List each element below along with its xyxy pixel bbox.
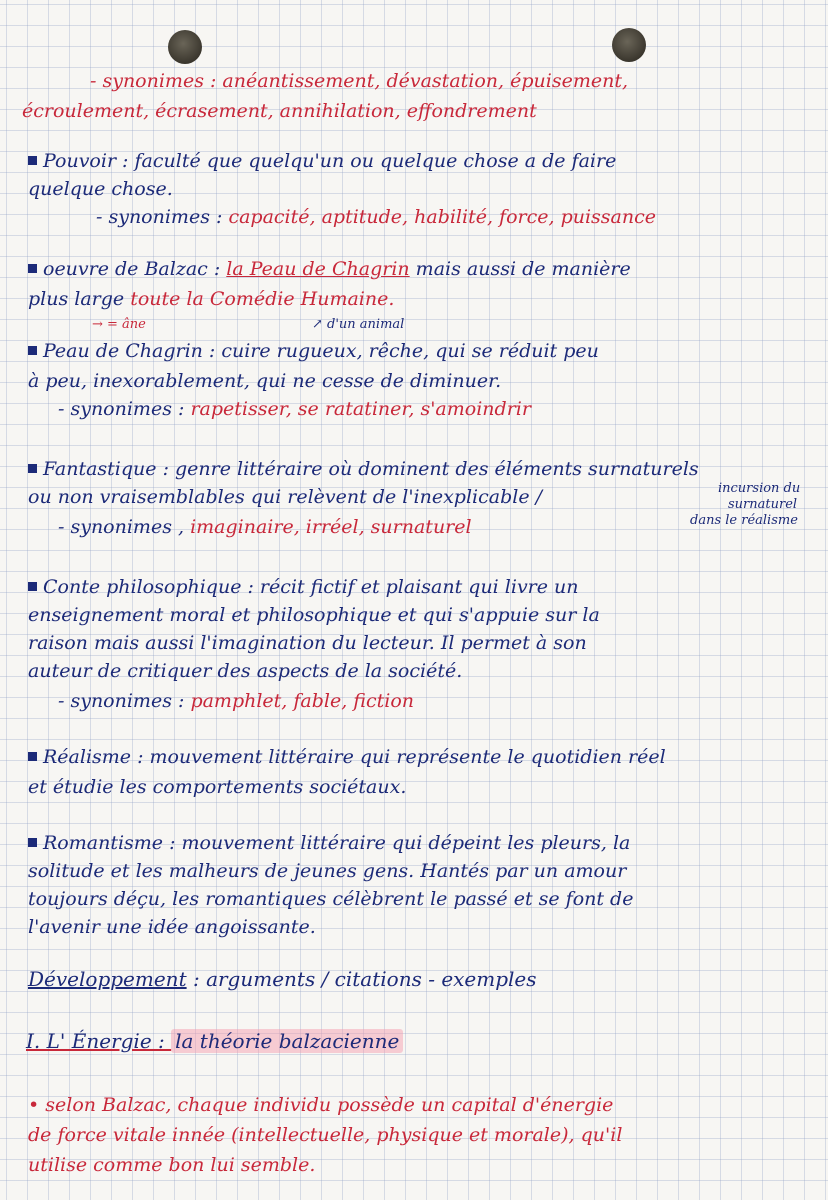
annotation-incursion: incursion du xyxy=(718,481,801,496)
definition-fantastique-cont: ou non vraisemblables qui relèvent de l'inexplicable / xyxy=(28,486,543,508)
definition-romantisme-cont-2: toujours déçu, les romantiques célèbrent le passé et se font de xyxy=(28,888,634,910)
definition-fantastique: Fantastique : genre littéraire où dominent des éléments surnaturels xyxy=(28,458,699,480)
definition-conte-cont-2: raison mais aussi l'imagination du lecteur. Il permet à son xyxy=(28,632,587,654)
bullet-icon xyxy=(28,264,37,273)
binder-hole-right xyxy=(612,28,646,62)
section-title-energie: I. L' Énergie : la théorie balzacienne xyxy=(26,1030,403,1052)
bullet-icon xyxy=(28,346,37,355)
synonyms-line: - synonimes : anéantissement, dévastation, épuisement, xyxy=(90,70,629,92)
oeuvre-balzac: oeuvre de Balzac : la Peau de Chagrin mais aussi de manière xyxy=(28,258,631,280)
oeuvre-balzac-cont: plus large toute la Comédie Humaine. xyxy=(28,288,395,310)
annotation-realisme: dans le réalisme xyxy=(690,513,798,528)
definition-romantisme: Romantisme : mouvement littéraire qui dépeint les pleurs, la xyxy=(28,832,630,854)
definition-romantisme-cont-3: l'avenir une idée angoissante. xyxy=(28,916,316,938)
definition-romantisme-cont-1: solitude et les malheurs de jeunes gens. Hantés par un amour xyxy=(28,860,627,882)
definition-pouvoir: Pouvoir : faculté que quelqu'un ou quelque chose a de faire xyxy=(28,150,616,172)
definition-conte-philosophique: Conte philosophique : récit fictif et plaisant qui livre un xyxy=(28,576,579,598)
definition-realisme: Réalisme : mouvement littéraire qui représente le quotidien réel xyxy=(28,746,666,768)
definition-conte-cont-1: enseignement moral et philosophique et qui s'appuie sur la xyxy=(28,604,600,626)
synonyms-peau: - synonimes : rapetisser, se ratatiner, s'amoindrir xyxy=(58,398,531,420)
bullet-icon xyxy=(28,838,37,847)
synonyms-conte: - synonimes : pamphlet, fable, fiction xyxy=(58,690,415,712)
annotation-animal: ↗ d'un animal xyxy=(312,317,405,332)
bullet-icon xyxy=(28,156,37,165)
synonyms-line-cont: écroulement, écrasement, annihilation, effondrement xyxy=(22,100,537,122)
developpement-heading: Développement : arguments / citations - exemples xyxy=(28,967,537,991)
binder-hole-left xyxy=(168,30,202,64)
bullet-icon xyxy=(28,464,37,473)
definition-pouvoir-cont: quelque chose. xyxy=(28,178,173,200)
bullet-icon xyxy=(28,752,37,761)
energie-paragraph-2: de force vitale innée (intellectuelle, physique et morale), qu'il xyxy=(28,1124,623,1146)
definition-realisme-cont: et étudie les comportements sociétaux. xyxy=(28,776,407,798)
definition-peau-cont: à peu, inexorablement, qui ne cesse de diminuer. xyxy=(28,370,502,392)
annotation-ane: → = âne xyxy=(92,317,146,332)
annotation-surnaturel: surnaturel xyxy=(728,497,798,512)
bullet-icon xyxy=(28,582,37,591)
energie-paragraph-3: utilise comme bon lui semble. xyxy=(28,1154,316,1176)
definition-peau-de-chagrin: Peau de Chagrin : cuire rugueux, rêche, qui se réduit peu xyxy=(28,340,599,362)
energie-paragraph-1: • selon Balzac, chaque individu possède un capital d'énergie xyxy=(28,1094,614,1116)
synonyms-pouvoir: - synonimes : capacité, aptitude, habilité, force, puissance xyxy=(96,206,656,228)
definition-conte-cont-3: auteur de critiquer des aspects de la société. xyxy=(28,660,463,682)
synonyms-fantastique: - synonimes , imaginaire, irréel, surnaturel xyxy=(58,516,472,538)
